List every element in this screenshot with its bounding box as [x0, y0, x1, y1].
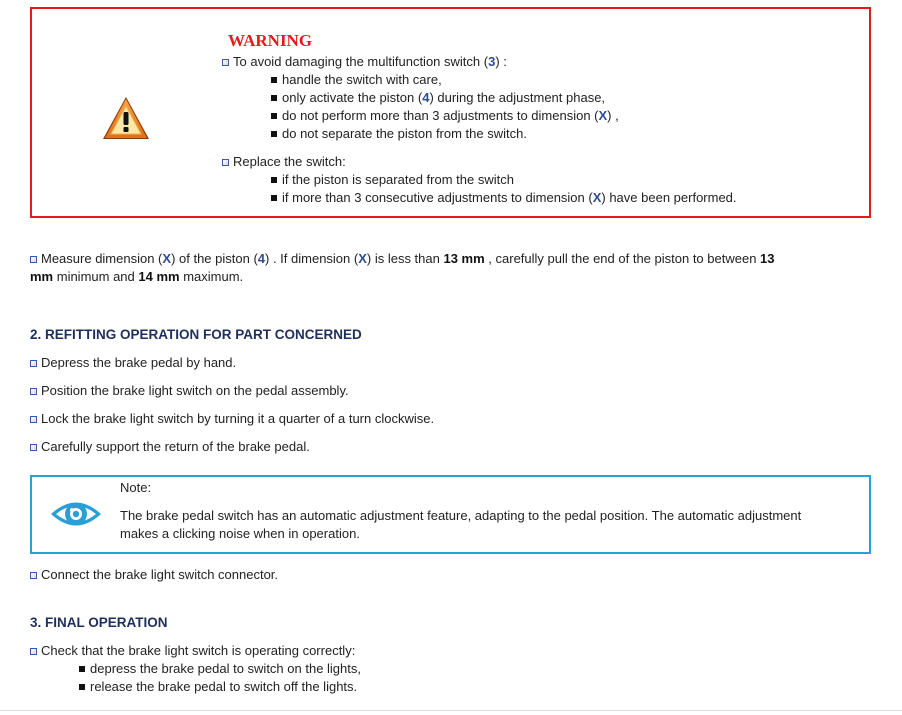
note-label: Note:: [120, 480, 152, 495]
square-bullet-icon: [271, 177, 277, 183]
section-heading-final: 3. FINAL OPERATION: [30, 615, 168, 630]
check-item: depress the brake pedal to switch on the lights,: [79, 661, 361, 677]
eye-icon: [49, 497, 103, 531]
square-bullet-icon: [271, 131, 277, 137]
warning-triangle-icon: [101, 95, 151, 142]
warning-replace-item: if more than 3 consecutive adjustments to dimension (X) have been performed.: [271, 190, 737, 206]
checkbox-bullet-icon: [30, 444, 37, 451]
step-item: Depress the brake pedal by hand.: [30, 355, 236, 371]
step-item: Carefully support the return of the brake pedal.: [30, 439, 310, 455]
note-text-line2: makes a clicking noise when in operation.: [120, 526, 360, 541]
section-heading-refitting: 2. REFITTING OPERATION FOR PART CONCERNED: [30, 327, 362, 342]
square-bullet-icon: [271, 95, 277, 101]
measure-paragraph-line1: Measure dimension (X) of the piston (4) . If dimension (X) is less than 13 mm , carefully pull the end of the piston to between 13: [30, 251, 775, 267]
checkbox-bullet-icon: [30, 388, 37, 395]
checkbox-bullet-icon: [30, 256, 37, 263]
square-bullet-icon: [271, 195, 277, 201]
step-item: Connect the brake light switch connector.: [30, 567, 278, 583]
step-item: Position the brake light switch on the pedal assembly.: [30, 383, 349, 399]
bottom-divider: [0, 710, 902, 711]
checkbox-bullet-icon: [30, 648, 37, 655]
warning-title: WARNING: [228, 31, 313, 50]
warning-item: only activate the piston (4) during the adjustment phase,: [271, 90, 605, 106]
check-step: Check that the brake light switch is operating correctly:: [30, 643, 355, 659]
measure-paragraph-line2: mm minimum and 14 mm maximum.: [30, 269, 244, 284]
square-bullet-icon: [271, 77, 277, 83]
checkbox-bullet-icon: [30, 360, 37, 367]
square-bullet-icon: [79, 666, 85, 672]
checkbox-bullet-icon: [30, 416, 37, 423]
warning-replace-label: Replace the switch:: [222, 154, 346, 170]
note-text-line1: The brake pedal switch has an automatic adjustment feature, adapting to the pedal position. The automatic adjustment: [120, 508, 802, 523]
checkbox-bullet-icon: [30, 572, 37, 579]
step-item: Lock the brake light switch by turning it a quarter of a turn clockwise.: [30, 411, 434, 427]
checkbox-bullet-icon: [222, 159, 229, 166]
warning-item: handle the switch with care,: [271, 72, 442, 88]
checkbox-bullet-icon: [222, 59, 229, 66]
check-item: release the brake pedal to switch off the lights.: [79, 679, 357, 695]
warning-item: do not separate the piston from the switch.: [271, 126, 527, 142]
square-bullet-icon: [271, 113, 277, 119]
warning-intro: To avoid damaging the multifunction switch (3) :: [222, 54, 507, 70]
warning-replace-item: if the piston is separated from the switch: [271, 172, 514, 188]
warning-item: do not perform more than 3 adjustments to dimension (X) ,: [271, 108, 619, 124]
square-bullet-icon: [79, 684, 85, 690]
